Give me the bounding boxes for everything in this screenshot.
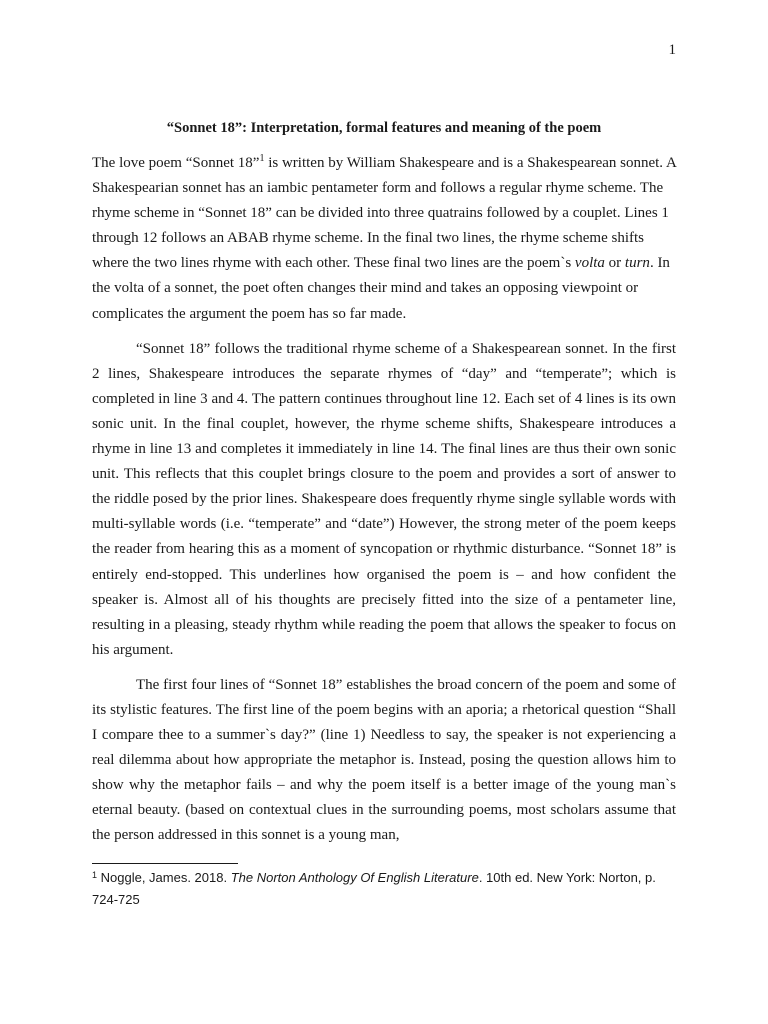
footnote-book-title: The Norton Anthology Of English Literature bbox=[230, 870, 479, 885]
footnote bbox=[92, 867, 682, 911]
paragraph-1-text-b: is written by William Shakespeare and is a Shakespearean sonnet. A Shakespearian sonnet has an iambic pentameter form and follows a regular rhyme scheme. The rhyme scheme in “Sonnet 18” can be divided into three quatrains followed by a couplet. Lines 1 through 12 follows an ABAB rhyme scheme. In the final two lines, the rhyme scheme shifts where the two lines rhyme with each other. These final two lines are the poem`s bbox=[92, 155, 676, 272]
paragraph-2: “Sonnet 18” follows the traditional rhyme scheme of a Shakespearean sonnet. In the first 2 lines, Shakespeare introduces the separate rhymes of “day” and “temperate”; which is completed in line 3 and 4. The pattern continues throughout line 12. Each set of 4 lines is its own sonic unit. In the final couplet, however, the rhyme scheme shifts, Shakespeare introduces a rhyme in line 13 and completes it immediately in line 14. The final lines are thus their own sonic unit. This reflects that this couplet brings closure to the poem and provides a sort of answer to the riddle posed by the prior lines. Shakespeare does frequently rhyme single syllable words with multi-syllable words (i.e. “temperate” and “date”) However, the strong meter of the poem keeps the reader from hearing this as a moment of syncopation or rhythmic disturbance. “Sonnet 18” is entirely end-stopped. This underlines how organised the poem is – and how confident the speaker is. Almost all of his thoughts are precisely fitted into the size of a pentameter line, resulting in a pleasing, steady rhythm while reading the poem that allows the speaker to focus on his argument. bbox=[92, 340, 676, 658]
footnote-reference[interactable]: 1 bbox=[259, 153, 265, 164]
footnote-text-a: Noggle, James. 2018. bbox=[97, 870, 231, 885]
page-number: 1 bbox=[668, 42, 676, 58]
footnote-number: 1 bbox=[92, 870, 98, 880]
paragraph-3: The first four lines of “Sonnet 18” establishes the broad concern of the poem and some of its stylistic features. The first line of the poem begins with an aporia; a rhetorical question “Shall I compare thee to a summer`s day?” (line 1) Needless to say, the speaker is not experiencing a real dilemma about how appropriate the metaphor is. Instead, posing the question allows him to show why the metaphor fails – and why the poem itself is a better image of the young man`s eternal beauty. (based on contextual clues in the surrounding poems, most scholars assume that the person addressed in this sonnet is a young man, bbox=[92, 676, 676, 844]
document-title: “Sonnet 18”: Interpretation, formal features and meaning of the poem bbox=[166, 120, 602, 136]
footnote-separator bbox=[92, 863, 238, 864]
paragraph-1-text-a: The love poem “Sonnet 18” bbox=[92, 155, 260, 171]
footnote-text-b: . 10th ed. New York: Norton, p. 724-725 bbox=[92, 870, 656, 907]
paragraph-1 bbox=[92, 151, 676, 327]
term-turn: turn bbox=[624, 255, 650, 272]
body-text bbox=[92, 151, 676, 849]
term-volta: volta bbox=[574, 255, 605, 272]
paragraph-1-text-c: . In the volta of a sonnet, the poet often changes their mind and takes an opposing viewpoint or complicates the argument the poem has so far made. bbox=[92, 255, 670, 322]
paragraph-1-or: or bbox=[604, 255, 625, 272]
